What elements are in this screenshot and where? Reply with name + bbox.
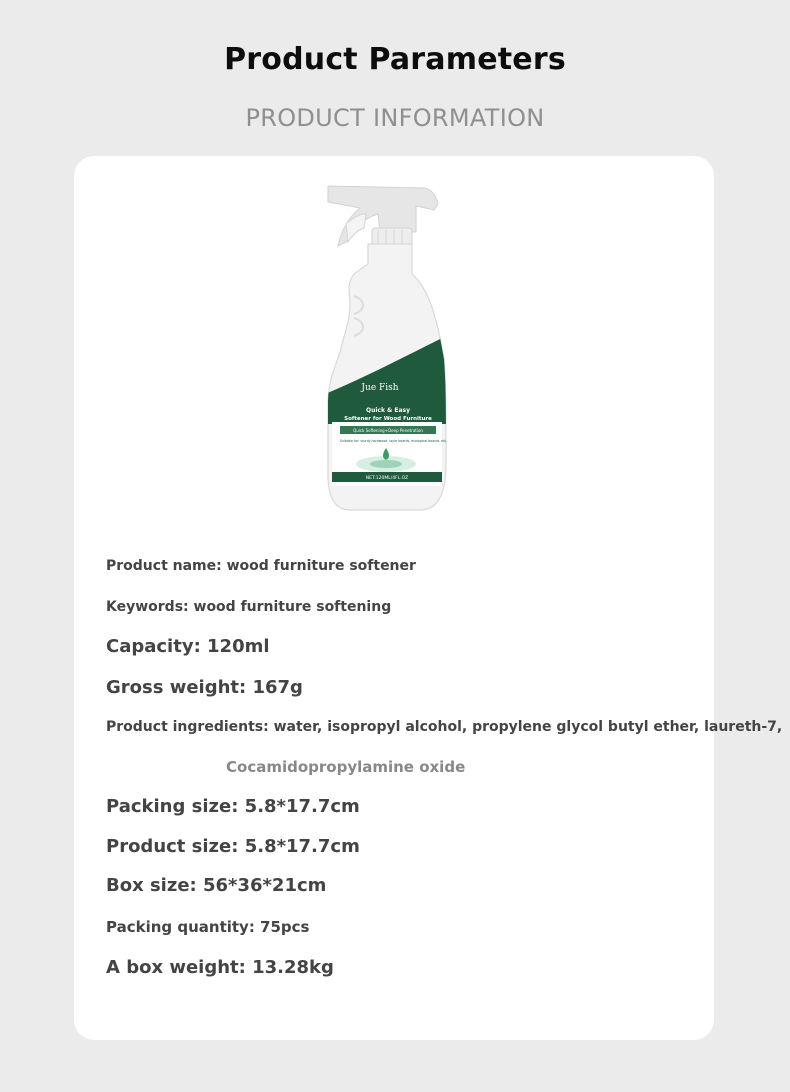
label-tagline-1: Quick & Easy <box>365 407 411 414</box>
label-net-text: NET:120ML/4FL.OZ <box>365 476 409 481</box>
param-box-weight: A box weight: 13.28kg <box>106 957 334 978</box>
param-keywords: Keywords: wood furniture softening <box>106 599 392 615</box>
label-tagline-2: Softener for Wood Furniture <box>344 416 432 422</box>
page-title: Product Parameters <box>224 42 566 77</box>
page-subtitle: PRODUCT INFORMATION <box>245 104 545 132</box>
param-box-size: Box size: 56*36*21cm <box>106 875 327 896</box>
param-packing-size: Packing size: 5.8*17.7cm <box>106 796 360 817</box>
label-suitable-text: Suitable for: sturdy hardwood, layer boards, ecological boards, etc. <box>340 439 448 443</box>
label-band-text: Quick Softening+Deep Penetration <box>353 428 423 433</box>
param-capacity: Capacity: 120ml <box>106 636 270 657</box>
param-gross-weight: Gross weight: 167g <box>106 677 303 698</box>
param-ingredients: Product ingredients: water, isopropyl alcohol, propylene glycol butyl ether, laureth-7, <box>106 719 783 735</box>
param-packing-quantity: Packing quantity: 75pcs <box>106 918 310 936</box>
param-ingredients-cont: Cocamidopropylamine oxide <box>226 758 466 776</box>
brand-name: Jue Fish <box>361 383 399 393</box>
product-info-card <box>74 156 783 1040</box>
product-bottle-image <box>320 184 470 514</box>
param-product-name: Product name: wood furniture softener <box>106 558 416 574</box>
param-product-size: Product size: 5.8*17.7cm <box>106 836 360 857</box>
